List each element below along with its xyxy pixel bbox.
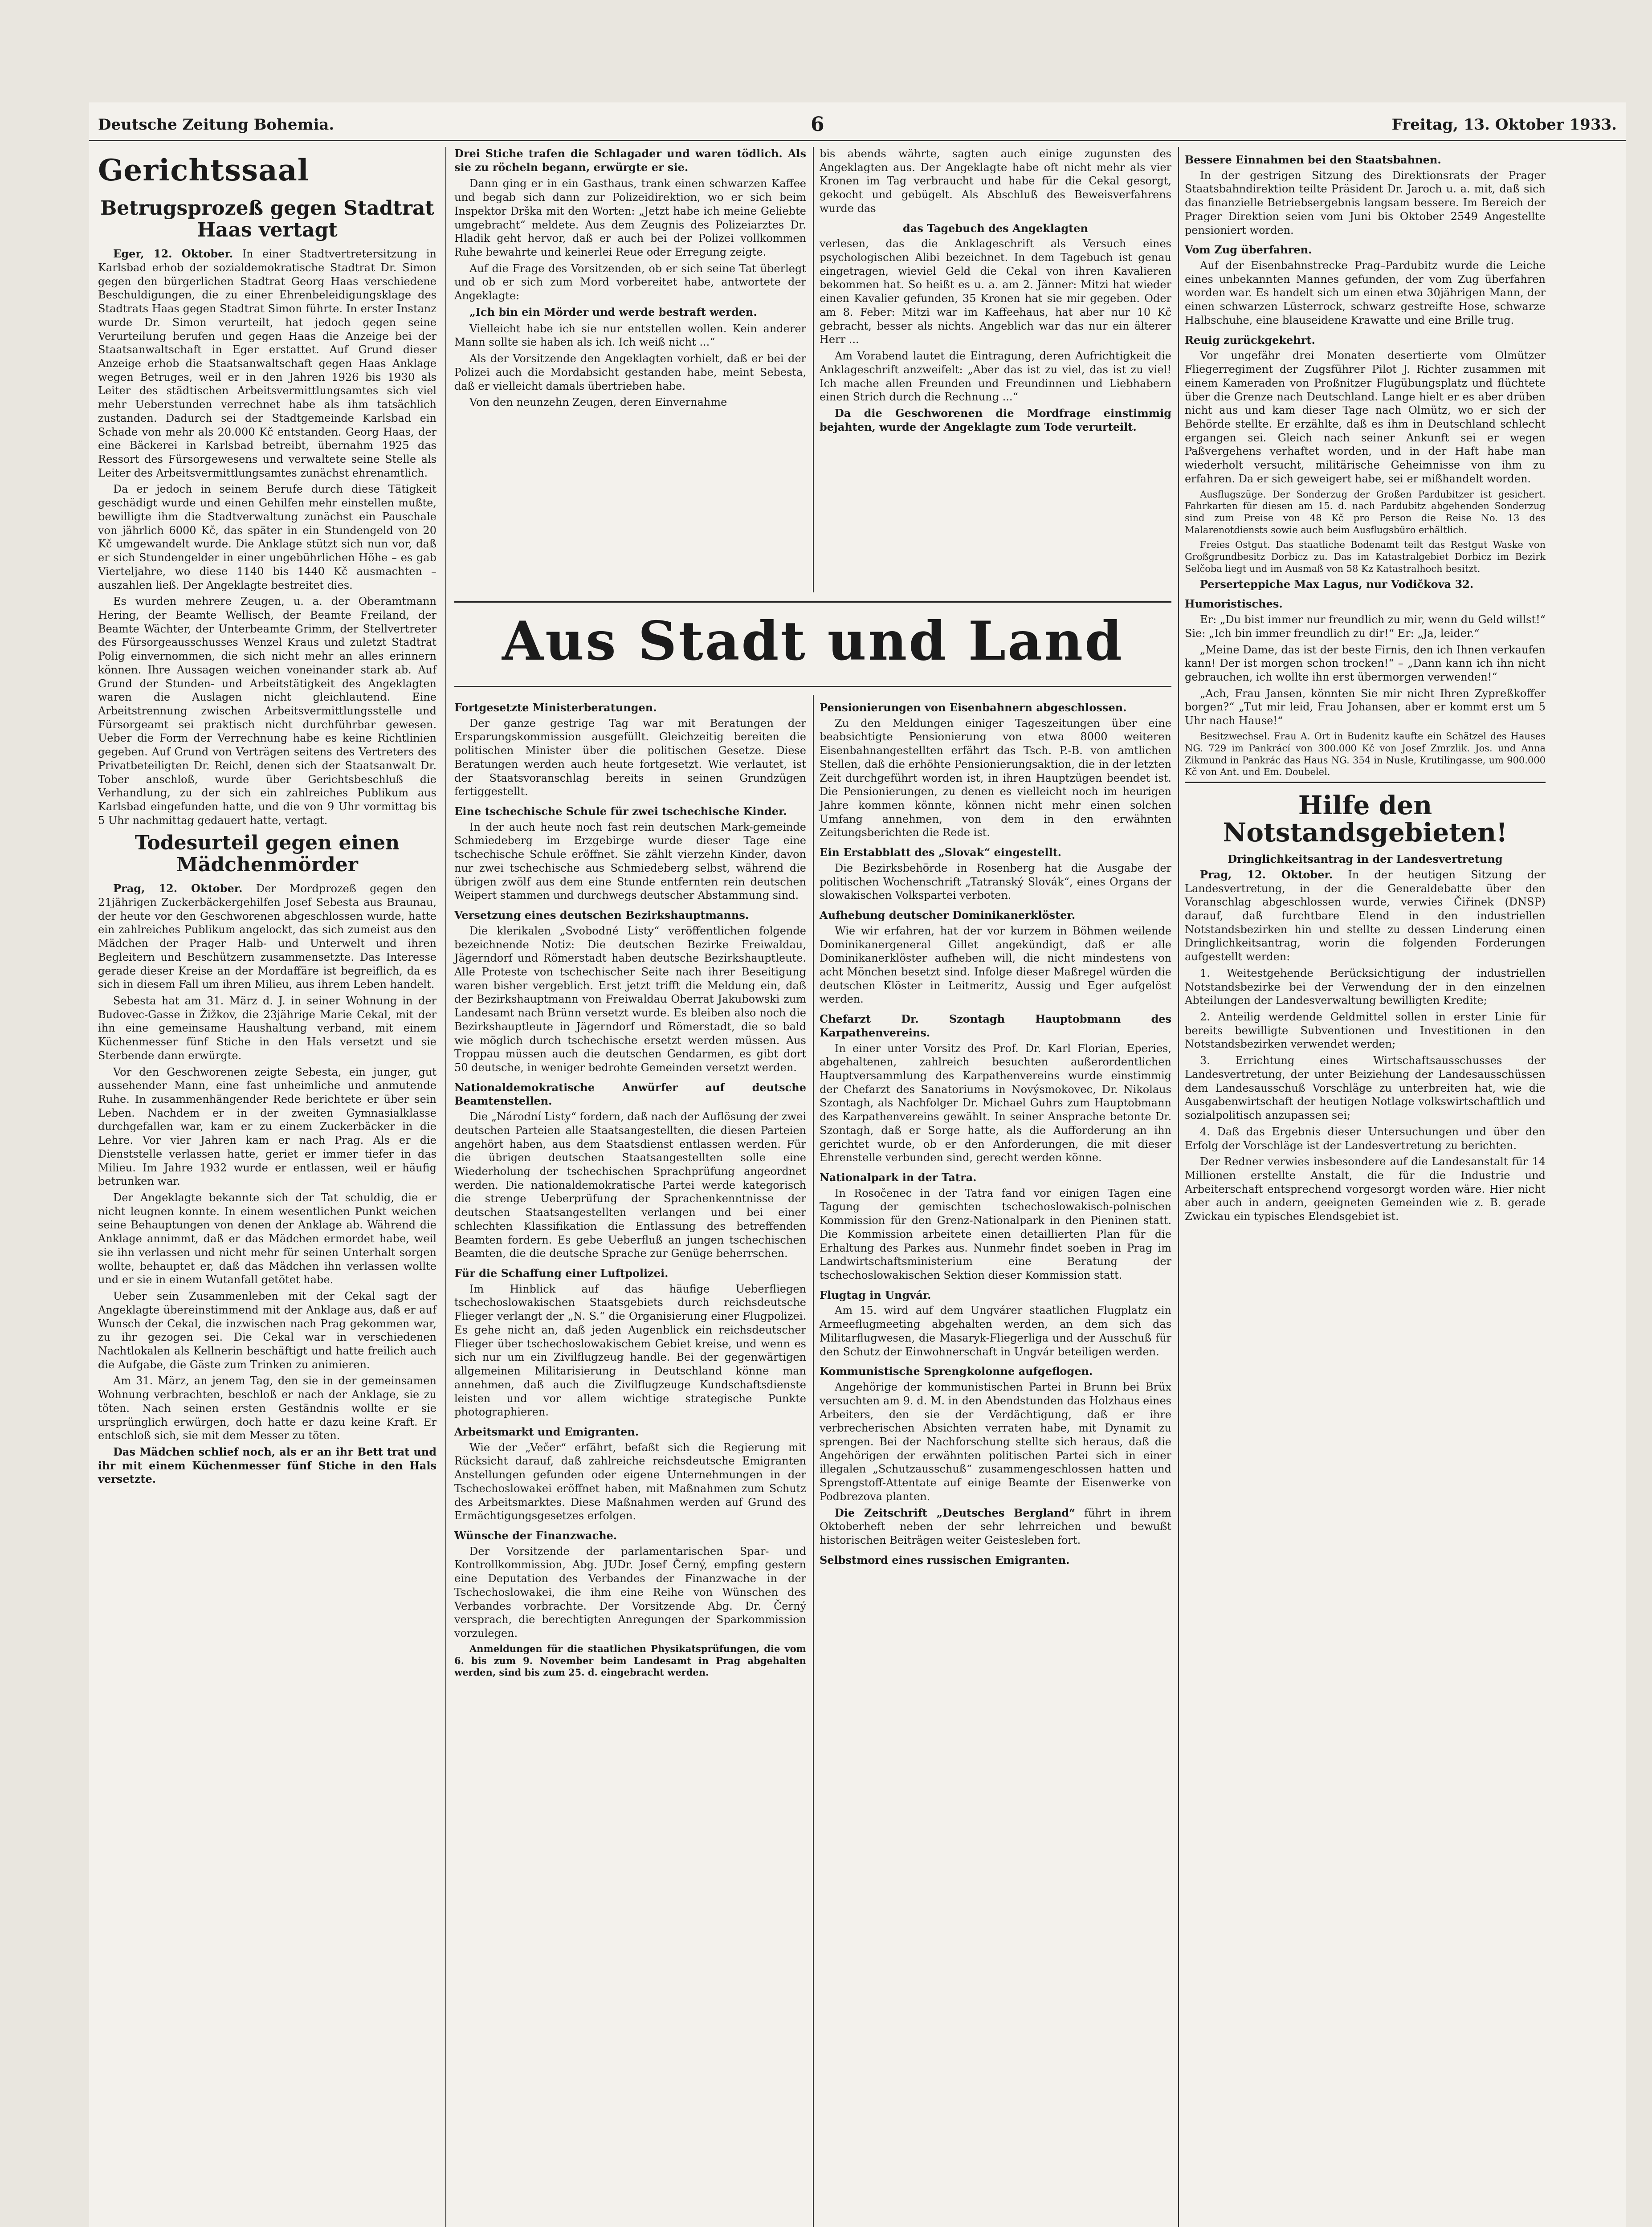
article-text: Zu den Meldungen einiger Tageszeitungen über eine beabsichtigte Pensionierung von etwa 8000 weiteren Eisenbahnangestellten erfährt das Tsch. P.-B. von amtlichen Stellen, daß die erhöhte Pensionierungsaktion, die in der letzten Zeit durchgeführt worden ist, in ihren Hauptzügen beendet ist. Die Pensionierungen, zu denen es vielleicht noch im heurigen Jahre kommen könnte, können nicht mehr einen solchen Umfang annehmen, von dem in den erwähnten Zeitungsberichten die Rede ist. (820, 717, 1171, 839)
article-text: „Ach, Frau Jansen, könnten Sie mir nicht Ihren Zypreßkoffer borgen?“ „Tut mir leid, Frau Johansen, aber er kommt erst um 5 Uhr nach Hause!“ (1185, 687, 1546, 727)
section-banner: Aus Stadt und Land (502, 610, 1124, 673)
subheading: Chefarzt Dr. Szontagh Hauptobmann des Karpathenvereins. (820, 1012, 1171, 1039)
article-text: Der ganze gestrige Tag war mit Beratungen der Ersparungskommission ausgefüllt. Gleichzeitig bereiten die politischen Minister über die politischen Gesetze. Diese Beratungen werden auch heute fortgesetzt. Wie verlautet, ist der Staatsvoranschlag bereits in seinen Grundzügen fertiggestellt. (454, 717, 806, 798)
article-text: bis abends währte, sagten auch einige zugunsten des Angeklagten aus. Der Angeklagte habe oft nicht mehr als vier Kronen im Tag verbraucht und habe für die Cekal gesorgt, gekocht und gebügelt. Als Abschluß des Beweisverfahrens wurde das (820, 147, 1171, 215)
dateline: Eger, 12. Oktober. (113, 247, 233, 261)
article-text: Besitzwechsel. Frau A. Ort in Budenitz kaufte ein Schätzel des Hauses NG. 729 im Pankrácí von 300.000 Kč von Josef Zmrzlik. Jos. und Anna Zikmund in Pankrác das Haus NG. 354 in Nusle, Krutilingasse, um 900.000 Kč von Ant. und Em. Doubelel. (1185, 730, 1546, 778)
article-text: Drei Stiche trafen die Schlagader und waren tödlich. Als sie zu röcheln begann, erwürgte er sie. (454, 147, 806, 174)
subheading: Selbstmord eines russischen Emigranten. (820, 1553, 1070, 1566)
subheading: Flugtag in Ungvár. (820, 1288, 931, 1301)
article-text: Der Redner verwies insbesondere auf die Landesanstalt für 14 Millionen erstellte Anstalt, die für die Industrie und Arbeiterschaft entsprechend vorgesorgt worden wäre. Hier nicht aber auch in andern, geeigneten Gemeinden wie z. B. gerade Zwickau ein typisches Elendsgebiet ist. (1185, 1155, 1546, 1223)
subheading: Nationaldemokratische Anwürfer auf deutsche Beamtenstellen. (454, 1081, 806, 1108)
column-3-top (820, 147, 1171, 592)
article-text: führt in ihrem Oktoberheft neben der sehr lehrreichen und bewußt historischen Beiträgen weiter Geistesleben fort. (820, 1506, 1172, 1546)
article-text: Auf der Eisenbahnstrecke Prag–Pardubitz wurde die Leiche eines unbekannten Mannes gefunden, der vom Zug überfahren worden war. Es handelt sich um einen etwa 30jährigen Mann, der einen schwarzen Lüsterrock, schwarz gestreifte Hose, schwarze Halbschuhe, eine blauseidene Krawatte und eine Brille trug. (1185, 259, 1546, 326)
article-text: „Meine Dame, das ist der beste Firnis, den ich Ihnen verkaufen kann! Der ist morgen schon trocken!“ – „Dann kann ich ihn nicht gebrauchen, ich wollte ihn erst übermorgen verwenden!“ (1185, 643, 1546, 683)
subheading: Dringlichkeitsantrag in der Landesvertretung (1228, 852, 1503, 866)
divider (1185, 782, 1546, 783)
subheading: Ein Erstabblatt des „Slovak“ eingestellt. (820, 846, 1061, 859)
article-text: Angehörige der kommunistischen Partei in Brunn bei Brüx versuchten am 9. d. M. in den Abendstunden das Holzhaus eines Arbeiters, den sie der Verdächtigung, daß er ihre verbrecherischen Absichten verraten habe, mit Dynamit zu sprengen. Bei der Nachforschung stellte sich heraus, daß die Angehörigen der erwähnten politischen Partei sich in einer illegalen „Schutzausschuß“ zusammengeschlossen hatten und Sprengstoff-Attentate auf einige Beamte der Eisenwerke von Podbrezova planten. (820, 1381, 1171, 1503)
article-text: In Rosočenec in der Tatra fand vor einigen Tagen eine Tagung der gemischten tschechoslowakisch-polnischen Kommission für den Grenz-Nationalpark in den Pieninen statt. Die Kommission arbeitete einen detaillierten Plan für die Erhaltung des Parkes aus. Nunmehr findet soeben in Prag im Landwirtschaftsministerium eine Beratung der tschechoslowakischen Sektion dieser Kommission statt. (820, 1187, 1171, 1282)
article-text: Der Vorsitzende der parlamentarischen Spar- und Kontrollkommission, Abg. JUDr. Josef Černý, empfing gestern eine Deputation des Verbandes der Finanzwache in der Tschechoslowakei, die ihm eine Reihe von Wünschen des Verbandes vorbrachte. Der Vorsitzende Abg. Dr. Černý versprach, die berechtigten Anregungen der Sparkommission vorzulegen. (454, 1545, 806, 1640)
article-text: Vor ungefähr drei Monaten desertierte vom Olmützer Fliegerregiment der Zugsführer Pilot J. Richter zusammen mit einem Kameraden von Proßnitzer Flugübungsplatz und flüchtete über die Grenze nach Deutschland. Lange hielt er es aber drüben nicht aus und kam dieser Tage nach Olmütz, wo er sich der Behörde stellte. Er erzählte, daß es ihm in Deutschland schlecht ergangen sei. Gleich nach seiner Ankunft sei er wegen Paßvergehens verhaftet worden, und in der Haft habe man wiederholt versucht, militärische Geheimnisse von ihm zu erfahren. Da er sich geweigert habe, sei er mißhandelt worden. (1185, 349, 1546, 485)
article-text: Anmeldungen für die staatlichen Physikatsprüfungen, die vom 6. bis zum 9. November beim Landesamt in Prag abgehalten werden, sind bis zum 25. d. eingebracht werden. (454, 1643, 806, 1678)
article-text: Die „Národní Listy“ fordern, daß nach der Auflösung der zwei deutschen Parteien alle Staatsangestellten, die diesen Parteien angehört haben, aus dem Staatsdienst entlassen werden. Für die übrigen deutschen Staatsangestellten solle eine Wiederholung der tschechischen Sprachprüfung angeordnet werden. Die nationaldemokratische Partei werde kategorisch die strenge Ueberprüfung der Sprachenkenntnisse der deutschen Staatsangestellten verlangen und bei einer schlechten Klassifikation die Entlassung des betreffenden Beamten fordern. Es gebe Ueberfluß an jungen tschechischen Beamten, die die deutsche Sprache zur Genüge beherrschen. (454, 1110, 806, 1260)
page-number: 6 (811, 113, 824, 136)
article-text: Am Vorabend lautet die Eintragung, deren Aufrichtigkeit die Anklageschrift anzweifelt: „Aber das ist zu viel, das ist zu viel! Ich mache allen Freunden und Freundinnen und Liebhabern einen Strich durch die Rechnung ...“ (820, 350, 1171, 404)
issue-date: Freitag, 13. Oktober 1933. (1391, 116, 1617, 134)
paper-name: Deutsche Zeitung Bohemia. (98, 116, 334, 134)
article-title-notstand: Hilfe den Notstandsgebieten! (1223, 790, 1508, 848)
article-text: In der auch heute noch fast rein deutschen Mark-gemeinde Schmiedeberg im Erzgebirge wurde dieser Tage eine tschechische Schule eröffnet. Sie zählt vierzehn Kinder, davon nur zwei tschechische aus Schmiedeberg selbst, während die übrigen zwölf aus dem eine Stunde entfernten rein deutschen Weipert stammen und durchwegs deutscher Abstammung sind. (454, 820, 806, 902)
column-rule (813, 147, 814, 592)
subheading: Bessere Einnahmen bei den Staatsbahnen. (1185, 153, 1441, 166)
list-item: 3. Errichtung eines Wirtschaftsausschusses der Landesvertretung, der unter Beiziehung der Landesausschüssen dem Landesausschuß Vorschläge zu unterbreiten hat, wie die Ausgabenwirtschaft der heutigen Notlage volkswirtschaftlich und sozialpolitisch anzupassen sei; (1185, 1054, 1546, 1122)
article-title-haas: Betrugsprozeß gegen Stadtrat Haas vertagt (100, 197, 434, 241)
subheading: Arbeitsmarkt und Emigranten. (454, 1425, 639, 1438)
article-text: Freies Ostgut. Das staatliche Bodenamt teilt das Restgut Waske von Großgrundbesitz Dorbicz zu. Das im Katastralgebiet Dorbicz im Bezirk Selčoba liegt und im Ausmaß von 58 Kz Katastralhoch besitzt. (1185, 539, 1546, 574)
subheading: Vom Zug überfahren. (1185, 243, 1312, 257)
newspaper-page (89, 102, 1626, 2227)
subheading: Fortgesetzte Ministerberatungen. (454, 701, 657, 714)
article-text: Von den neunzehn Zeugen, deren Einvernahme (469, 396, 727, 409)
column-rule (1178, 147, 1179, 2227)
article-text: Das Mädchen schlief noch, als er an ihr Bett trat und ihr mit einem Küchenmesser fünf Stiche in den Hals versetzte. (98, 1445, 436, 1486)
quote-text: „Ich bin ein Mörder und werde bestraft werden. (469, 305, 757, 318)
article-text: Sebesta hat am 31. März d. J. in seiner Wohnung in der Budovec-Gasse in Žižkov, die 23jährige Marie Cekal, mit der ihn eine gemeinsame Haushaltung verband, mit einem Küchenmesser fünf Stiche in den Hals versetzt und sie Sterbende dann erwürgte. (98, 994, 436, 1062)
article-text: In einer unter Vorsitz des Prof. Dr. Karl Florian, Eperies, abgehaltenen, zahlreich besuchten außerordentlichen Hauptversammlung des Karpathenvereins wurde einstimmig der Chefarzt des Sanatoriums in Novýsmokovec, Dr. Nikolaus Szontagh, als Nachfolger Dr. Michael Guhrs zum Hauptobmann des Karpathenvereins gewählt. In seiner Ansprache betonte Dr. Szontagh, daß er Sorge hatte, als die Aufforderung an ihn gerichtet wurde, ob er den Anforderungen, die mit dieser Ehrenstelle verbunden sind, gerecht werden könne. (820, 1042, 1171, 1164)
subheading: Versetzung eines deutschen Bezirkshauptmanns. (454, 909, 749, 922)
article-text: Die klerikalen „Svobodné Listy“ veröffentlichen folgende bezeichnende Notiz: Die deutschen Bezirke Freiwaldau, Jägerndorf und Römerstadt haben deutsche Bezirkshauptleute. Alle Proteste von tschechischer Seite nach ihrer Beseitigung waren bisher vergeblich. Erst jetzt trifft die Meldung ein, daß der Bezirkshauptmann von Freiwaldau Oberrat Jakubowski zum Landesamt nach Brünn versetzt wurde. Es bleiben also noch die Bezirkshauptleute in Jägerndorf und Römerstadt, die so bald wie möglich durch tschechische ersetzt werden müssen. Aus Troppau müssen auch die deutschen Gendarmen, es gibt dort 50 deutsche, in weniger bedrohte Gemeinden versetzt werden. (454, 924, 806, 1074)
section-title-gerichtssaal: Gerichtssaal (98, 153, 309, 188)
subheading: Reuig zurückgekehrt. (1185, 333, 1315, 347)
column-rule (813, 695, 814, 2227)
article-text: Da die Geschworenen die Mordfrage einstimmig bejahten, wurde der Angeklagte zum Tode verurteilt. (820, 406, 1171, 433)
article-text: Wie wir erfahren, hat der vor kurzem in Böhmen weilende Dominikanergeneral Gillet angekündigt, daß er alle Dominikanerklöster aufheben will, die nicht mindestens von acht Mönchen besetzt sind. Infolge dieser Maßregel würden die deutschen Klöster in Leitmeritz, Aussig und Eger aufgelöst werden. (820, 924, 1171, 1006)
article-text: Am 31. März, an jenem Tag, den sie in der gemeinsamen Wohnung verbrachten, beschloß er nach der Anklage, sie zu töten. Nach seinen ersten Geständnis wollte er sie ursprünglich erwürgen, doch hatte er dazu keine Kraft. Er entschloß sich, sie mit dem Messer zu töten. (98, 1375, 436, 1442)
article-text: Ausflugszüge. Der Sonderzug der Großen Pardubitzer ist gesichert. Fahrkarten für diesen am 15. d. nach Pardubitz abgehenden Sonderzug sind zum Preise von 48 Kč pro Person die Reise No. 13 des Malarenotdiensts sowie auch beim Ausflugsbüro erhältlich. (1185, 489, 1546, 536)
subheading: Pensionierungen von Eisenbahnern abgeschlossen. (820, 701, 1127, 714)
article-text: Es wurden mehrere Zeugen, u. a. der Oberamtmann Hering, der Beamte Wellisch, der Beamte Freiland, der Beamte Wächter, der Unterbeamte Grimm, der Stellvertreter des Fürsorgeausschusses Wenzel Kraus und zuletzt Stadtrat Polig einvernommen, die sich nicht mehr an alles erinnern können. Ihre Aussagen weichen voneinander stark ab. Auf Grund der Stunden- und Arbeitstätigkeit des Angeklagten waren die Auslagen nicht gleichlautend. Eine Arbeitstrennung zwischen Arbeitsvermittlungsstelle und Fürsorgeamt sei praktisch nicht durchführbar gewesen. Ueber die Form der Verrechnung habe es keine Richtlinien gegeben. Auf Grund von Verträgen seitens des Vertreters des Privatbeteiligten Dr. Reichl, denen sich der Staatsanwalt Dr. Tober anschloß, wurde über Gerichtsbeschluß die Verhandlung, zu der sich ein zahlreiches Publikum aus Karlsbad eingefunden hatte, und die von 9 Uhr vormittag bis 5 Uhr nachmittag gedauert hatte, vertagt. (98, 595, 436, 827)
list-item: 2. Anteilig werdende Geldmittel sollen in erster Linie für bereits bewilligte Subventionen und Investitionen in den Notstandsbezirken verwendet werden; (1185, 1011, 1546, 1051)
banner-rule-bottom (454, 686, 1171, 687)
banner-rule-top (454, 601, 1171, 603)
article-text: In der heutigen Sitzung der Landesvertretung, in der die Generaldebatte über den Voranschlag abgeschlossen wurde, verwies Čiřinek (DNSP) darauf, daß furchtbare Elend in den industriellen Notstandsbezirken hin und stellte zu dessen Linderung einen Dringlichkeitsantrag, worin die folgenden Forderungen aufgestellt werden: (1185, 868, 1546, 963)
article-text: Wie der „Večer“ erfährt, befaßt sich die Regierung mit Rücksicht darauf, daß zahlreiche reichsdeutsche Emigranten Anstellungen gefunden oder eigene Unternehmungen in der Tschechoslowakei eröffnet haben, mit Maßnahmen zum Schutz des Arbeitsmarktes. Diese Maßnahmen werden auf Grund des Ermächtigungsgesetzes erfolgen. (454, 1441, 806, 1522)
article-text: Im Hinblick auf das häufige Ueberfliegen tschechoslowakischen Staatsgebiets durch reichsdeutsche Flieger verlangt der „N. S.“ die Organisierung einer Flugpolizei. Es gehe nicht an, daß jeden Augenblick ein reichsdeutscher Flieger über tschechoslowakischem Gebiet kreise, und wenn es sich nur um ein Zivilflugzeug handle. Bei der gegenwärtigen allgemeinen Militarisierung in Deutschland könne man annehmen, daß auch die Zivilflugzeuge Kundschaftsdienste leisten und vor allem wichtige strategische Punkte photographieren. (454, 1282, 806, 1419)
article-text: Vielleicht habe ich sie nur entstellen wollen. Kein anderer Mann sollte sie haben als ich. Ich weiß nicht ...“ (454, 322, 806, 349)
subheading: Wünsche der Finanzwache. (454, 1529, 617, 1542)
column-1 (98, 147, 436, 2227)
column-2-top (454, 147, 806, 592)
article-text: Ueber sein Zusammenleben mit der Cekal sagt der Angeklagte übereinstimmend mit der Anklage aus, daß er auf Wunsch der Cekal, die inzwischen nach Prag gekommen war, zu ihr gezogen sei. Die Cekal war in verschiedenen Nachtlokalen als Kellnerin beschäftigt und hatte freilich auch die Aufgabe, die Gäste zum Trinken zu animieren. (98, 1290, 436, 1371)
advertisement: Perserteppiche Max Lagus, nur Vodičkova 32. (1200, 577, 1474, 591)
column-4 (1185, 147, 1546, 2227)
article-text: Die Bezirksbehörde in Rosenberg hat die Ausgabe der politischen Wochenschrift „Tatranský Slovák“, eines Organs der slowakischen Volkspartei verboten. (820, 861, 1171, 902)
subheading: Eine tschechische Schule für zwei tschechische Kinder. (454, 805, 787, 818)
subheading: Die Zeitschrift „Deutsches Bergland“ (835, 1506, 1075, 1519)
list-item: 1. Weitestgehende Berücksichtigung der industriellen Notstandsbezirke bei der Verwendung der in den einzelnen Abteilungen der Landesverwaltung bewilligten Kredite; (1185, 967, 1546, 1007)
article-text: Da er jedoch in seinem Berufe durch diese Tätigkeit geschädigt wurde und einen Gehilfen mehr einstellen mußte, bewilligte ihm die Stadtverwaltung zunächst ein Pauschale von jährlich 6000 Kč, das später in ein Stundengeld von 20 Kč umgewandelt wurde. Die Anklage stützt sich nun vor, daß er sich Stundengelder in einer ungebührlichen Höhe – es gab Vierteljahre, wo diese 1140 bis 1440 Kč ausmachten – auszahlen ließ. Der Angeklagte bestreitet dies. (98, 483, 436, 591)
article-text: Der Mordprozeß gegen den 21jährigen Zuckerbäckergehilfen Josef Sebesta aus Braunau, der heute vor den Geschworenen abgeschlossen wurde, hatte ein zahlreiches Publikum angelockt, das sich zumeist aus den Mädchen der Prager Halb- und Unterwelt und ihren Begleitern und Beschützern zusammensetzte. Das Interesse gerade dieser Kreise an der Mordaffäre ist begreiflich, da es sich in diesem Fall um ihren Milieu, aus ihrem Leben handelt. (98, 882, 436, 991)
subheading: Kommunistische Sprengkolonne aufgeflogen. (820, 1365, 1093, 1378)
article-text: In der gestrigen Sitzung des Direktionsrats der Prager Staatsbahndirektion teilte Präsident Dr. Jaroch u. a. mit, daß sich das finanzielle Betriebsergebnis langsam bessere. Im Bereich der Prager Direktion seien vom Juni bis Oktober 2549 Angestellte pensioniert worden. (1185, 169, 1546, 237)
page-header (98, 113, 1617, 138)
header-rule (89, 140, 1626, 141)
article-text: Er: „Du bist immer nur freundlich zu mir, wenn du Geld willst!“ Sie: „Ich bin immer freundlich zu dir!“ Er: „Ja, leider.“ (1185, 613, 1546, 640)
dateline: Prag, 12. Oktober. (113, 882, 243, 895)
article-text: Als der Vorsitzende den Angeklagten vorhielt, daß er bei der Polizei auch die Mordabsicht gestanden habe, meint Sebesta, daß er vielleicht damals übertrieben habe. (454, 352, 806, 392)
subheading: Aufhebung deutscher Dominikanerklöster. (820, 909, 1076, 922)
article-text: Der Angeklagte bekannte sich der Tat schuldig, die er nicht leugnen konnte. In einem wesentlichen Punkt weichen seine Behauptungen von denen der Anklage ab. Während die Anklage annimmt, daß er das Mädchen ermordet habe, weil sie ihn verlassen und nicht mehr für seinen Unterhalt sorgen wollte, behauptet er, daß das Mädchen ihn verlassen wollte und er sie in einem Wutanfall getötet habe. (98, 1191, 436, 1286)
subheading: Humoristisches. (1185, 597, 1283, 611)
article-text: In einer Stadtvertretersitzung in Karlsbad erhob der sozialdemokratische Stadtrat Dr. Simon gegen den bürgerlichen Stadtrat Georg Haas verschiedene Beschuldigungen, die zu einer Ehrenbeleidigungsklage des Stadtrats Haas gegen Stadtrat Simon führte. In erster Instanz wurde Dr. Simon verurteilt, hat jedoch gegen seine Verurteilung berufen und gegen Haas die Anzeige bei der Staatsanwaltschaft in Eger erstattet. Auf Grund dieser Anzeige erhob die Staatsanwaltschaft gegen Haas Anklage wegen Betruges, weil er in den Jahren 1926 bis 1930 als Leiter des städtischen Arbeitsvermittlungsamtes sich viel mehr Ueberstunden verrechnet habe als ihm tatsächlich zustanden. Dadurch sei der Stadtgemeinde Karlsbad ein Schade von mehr als 20.000 Kč entstanden. Georg Haas, der eine Bäckerei in Karlsbad betreibt, übernahm 1925 das Ressort des Fürsorgewesens und verwaltete seine Stelle als Leiter des Arbeitsvermittlungsamtes zunächst ehrenamtlich. (98, 248, 436, 479)
article-text: Auf die Frage des Vorsitzenden, ob er sich seine Tat überlegt und ob er sich zum Mord vorbereitet habe, antwortete der Angeklagte: (454, 262, 806, 302)
column-rule (445, 147, 446, 2227)
article-text: Dann ging er in ein Gasthaus, trank einen schwarzen Kaffee und begab sich dann zur Polizeidirektion, wo er sich beim Inspektor Drška mit den Worten: „Jetzt habe ich meine Geliebte umgebracht“ meldete. Aus dem Zeugnis des Polizeiarztes Dr. Hladik geht hervor, daß er auch bei der Polizei vollkommen Ruhe bewahrte und keinerlei Reue oder Erregung zeigte. (454, 177, 806, 259)
list-item: 4. Daß das Ergebnis dieser Untersuchungen und über den Erfolg der Vorschläge ist der Landesvertretung zu berichten. (1185, 1125, 1546, 1152)
dateline: Prag, 12. Oktober. (1200, 868, 1333, 881)
article-title-todesurteil: Todesurteil gegen einen Mädchenmörder (135, 832, 400, 876)
subheading: das Tagebuch des Angeklagten (903, 221, 1088, 235)
subheading: Für die Schaffung einer Luftpolizei. (454, 1267, 669, 1280)
column-2-bottom (454, 695, 806, 2227)
column-3-bottom (820, 695, 1171, 2227)
article-text: verlesen, das die Anklageschrift als Versuch eines psychologischen Alibi bezeichnet. In dem Tagebuch ist genau eingetragen, wieviel Geld die Cekal von ihren Kavalieren bekommen hat. So heißt es u. a. am 2. Jänner: Mitzi hat wieder einen Kavalier gefunden, 35 Kronen hat sie mir gegeben. Oder am 8. Feber: Mitzi war im Kaffeehaus, hat aber nur 10 Kč gebracht, besser als nichts. Angeblich war das nur ein älterer Herr ... (820, 237, 1171, 346)
article-text: Vor den Geschworenen zeigte Sebesta, ein junger, gut aussehender Mann, eine fast unheimliche und anmutende Ruhe. In zusammenhängender Rede berichtete er über sein Leben. Nachdem er in der zweiten Gymnasialklasse durchgefallen war, kam er zu einem Zuckerbäcker in die Lehre. Vor vier Jahren kam er nach Prag. Als er die Dienststelle verlassen hatte, geriet er immer tiefer in das Milieu. Im Jahre 1932 wurde er entlassen, weil er häufig betrunken war. (98, 1065, 436, 1188)
subheading: Nationalpark in der Tatra. (820, 1171, 977, 1184)
article-text: Am 15. wird auf dem Ungvárer staatlichen Flugplatz ein Armeeflugmeeting abgehalten werden, an dem sich das Militarflugwesen, die Masaryk-Fliegerliga und der Ausschuß für den Schutz der Einwohnerschaft in Ungvár beteiligen werden. (820, 1304, 1171, 1358)
